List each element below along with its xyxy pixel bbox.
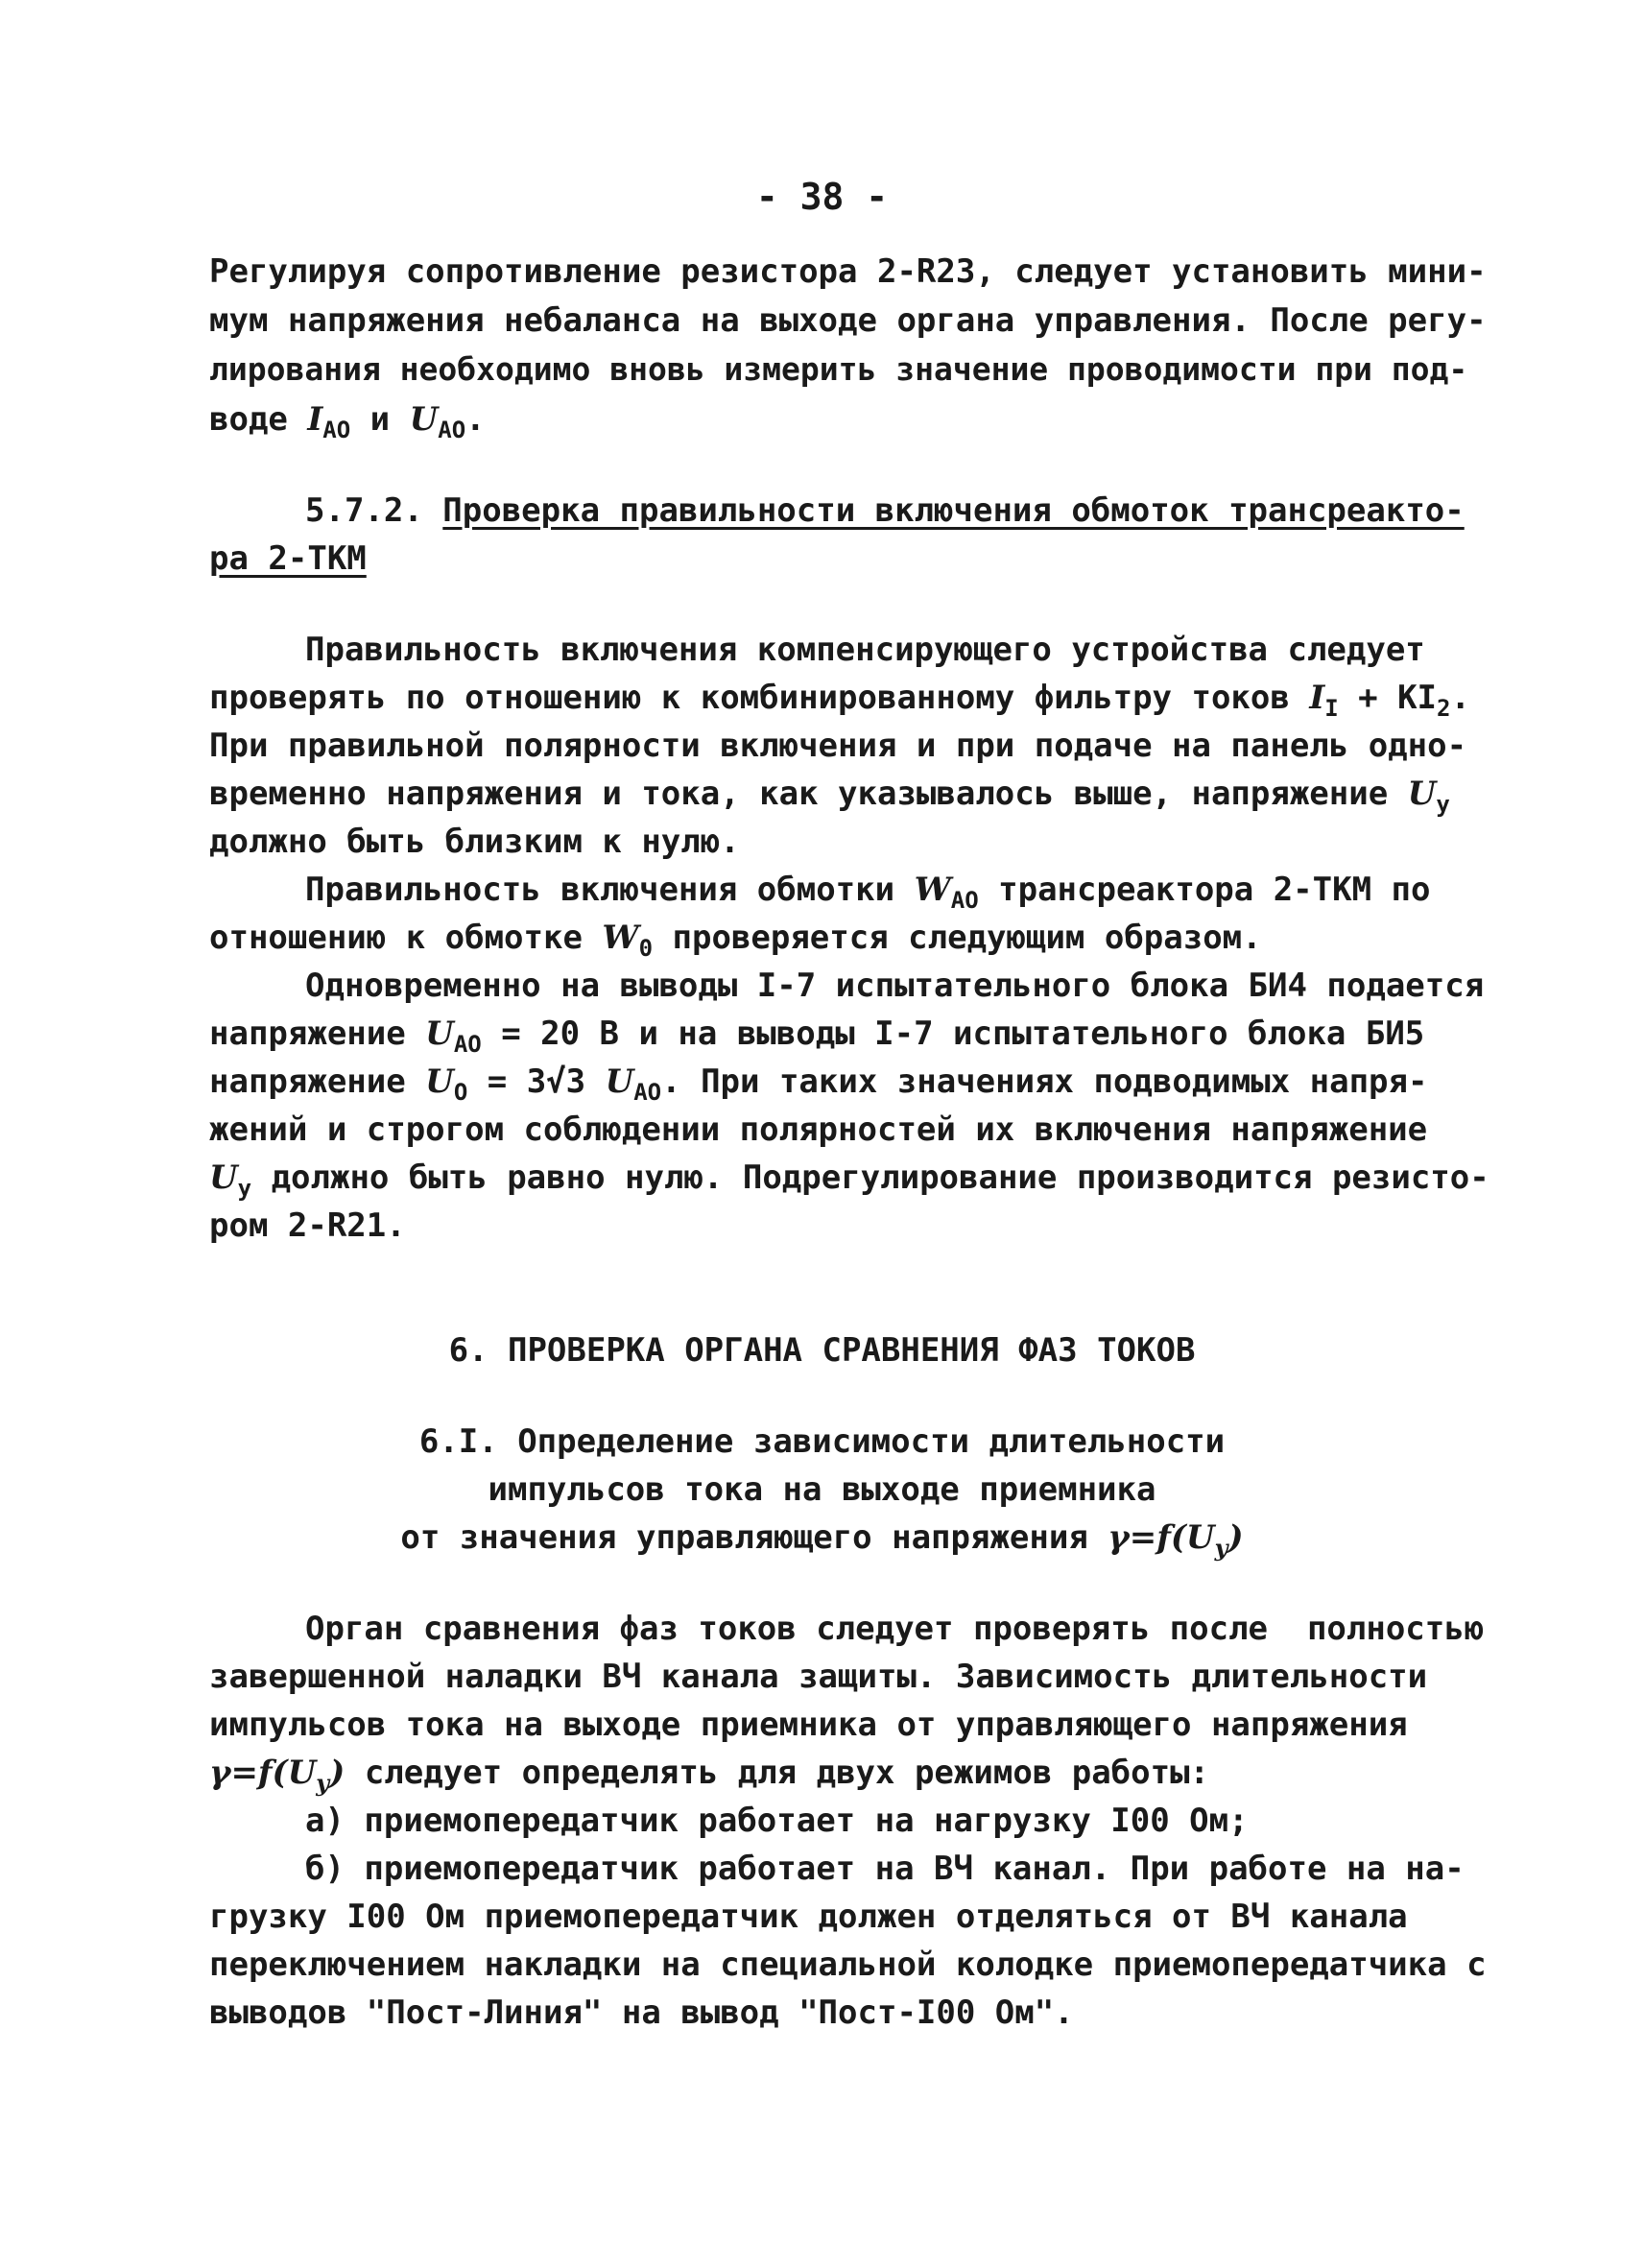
s6-para-line-7: грузку I00 Ом приемопередатчик должен отделяться от ВЧ канала bbox=[209, 1898, 1408, 1936]
p1-line-3: При правильной полярности включения и при подаче на панель одно- bbox=[209, 727, 1467, 765]
p3-line-3: напряжение $U_O = 3√3$ $U_{AO}$. При таких значениях подводимых напря- bbox=[209, 1062, 1428, 1106]
intro-line-2: мум напряжения небаланса на выходе органа управления. После регу- bbox=[209, 301, 1487, 340]
p2-line-1: Правильность включения обмотки $W_{AO}$ трансреактора 2-ТКМ по bbox=[305, 871, 1431, 914]
p1-line-1: Правильность включения компенсирующего устройства следует bbox=[305, 631, 1425, 669]
p1-line-2: проверять по отношению к комбинированному фильтру токов $I_I + KI_2$. bbox=[209, 679, 1470, 722]
p2-line-2: отношению к обмотке $W_0$ проверяется следующим образом. bbox=[209, 919, 1262, 962]
p3-line-1: Одновременно на выводы I-7 испытательного блока БИ4 подается bbox=[305, 967, 1485, 1005]
s6-para-line-8: переключением накладки на специальной колодке приемопередатчика с bbox=[209, 1946, 1487, 1984]
subsection-61-line-1: 6.I. Определение зависимости длительности bbox=[418, 1422, 1226, 1461]
p3-line-5: $U_y$ должно быть равно нулю. Подрегулирование производится резисто- bbox=[209, 1158, 1489, 1202]
p1-line-4: временно напряжения и тока, как указывалось выше, напряжение $U_y$ bbox=[209, 775, 1450, 818]
p1-line-5: должно быть близким к нулю. bbox=[209, 823, 740, 861]
section-572-heading-line-2: ра 2-ТКМ bbox=[209, 539, 367, 578]
page-number: - 38 - bbox=[755, 176, 889, 218]
s6-para-line-4: $\gamma=f(U_y)$ следует определять для двух режимов работы: bbox=[209, 1754, 1210, 1797]
s6-para-line-1: Орган сравнения фаз токов следует проверять после полностью bbox=[305, 1610, 1485, 1648]
subsection-61-line-2: импульсов тока на выходе приемника bbox=[488, 1470, 1156, 1509]
s6-para-line-2: завершенной наладки ВЧ канала защиты. Зависимость длительности bbox=[209, 1658, 1428, 1696]
intro-line-1: Регулируя сопротивление резистора 2-R23, следует установить мини- bbox=[209, 252, 1487, 291]
subsection-61-line-3: от значения управляющего напряжения $\gamma=f(U_y)$ bbox=[400, 1518, 1244, 1562]
p3-line-4: жений и строгом соблюдении полярностей их включения напряжение bbox=[209, 1110, 1428, 1149]
intro-line-3: лирования необходимо вновь измерить значение проводимости при под- bbox=[209, 350, 1468, 388]
section-6-heading: 6. ПРОВЕРКА ОРГАНА СРАВНЕНИЯ ФАЗ ТОКОВ bbox=[448, 1331, 1196, 1370]
s6-para-line-9: выводов "Пост-Линия" на вывод "Пост-I00 Ом". bbox=[209, 1993, 1074, 2032]
section-572-heading-line-1: 5.7.2. Проверка правильности включения обмоток трансреакто- bbox=[305, 491, 1465, 530]
p3-line-2: напряжение $U_{AO} = 20$ В и на выводы I-7 испытательного блока БИ5 bbox=[209, 1015, 1425, 1058]
intro-line-4: воде $I_{AO}$ и $U_{AO}$. bbox=[209, 400, 486, 443]
s6-para-line-6: б) приемопередатчик работает на ВЧ канал. При работе на на- bbox=[305, 1850, 1465, 1888]
s6-para-line-3: импульсов тока на выходе приемника от управляющего напряжения bbox=[209, 1706, 1408, 1744]
p3-line-6: ром 2-R21. bbox=[209, 1206, 406, 1245]
s6-para-line-5: а) приемопередатчик работает на нагрузку I00 Ом; bbox=[305, 1802, 1249, 1840]
